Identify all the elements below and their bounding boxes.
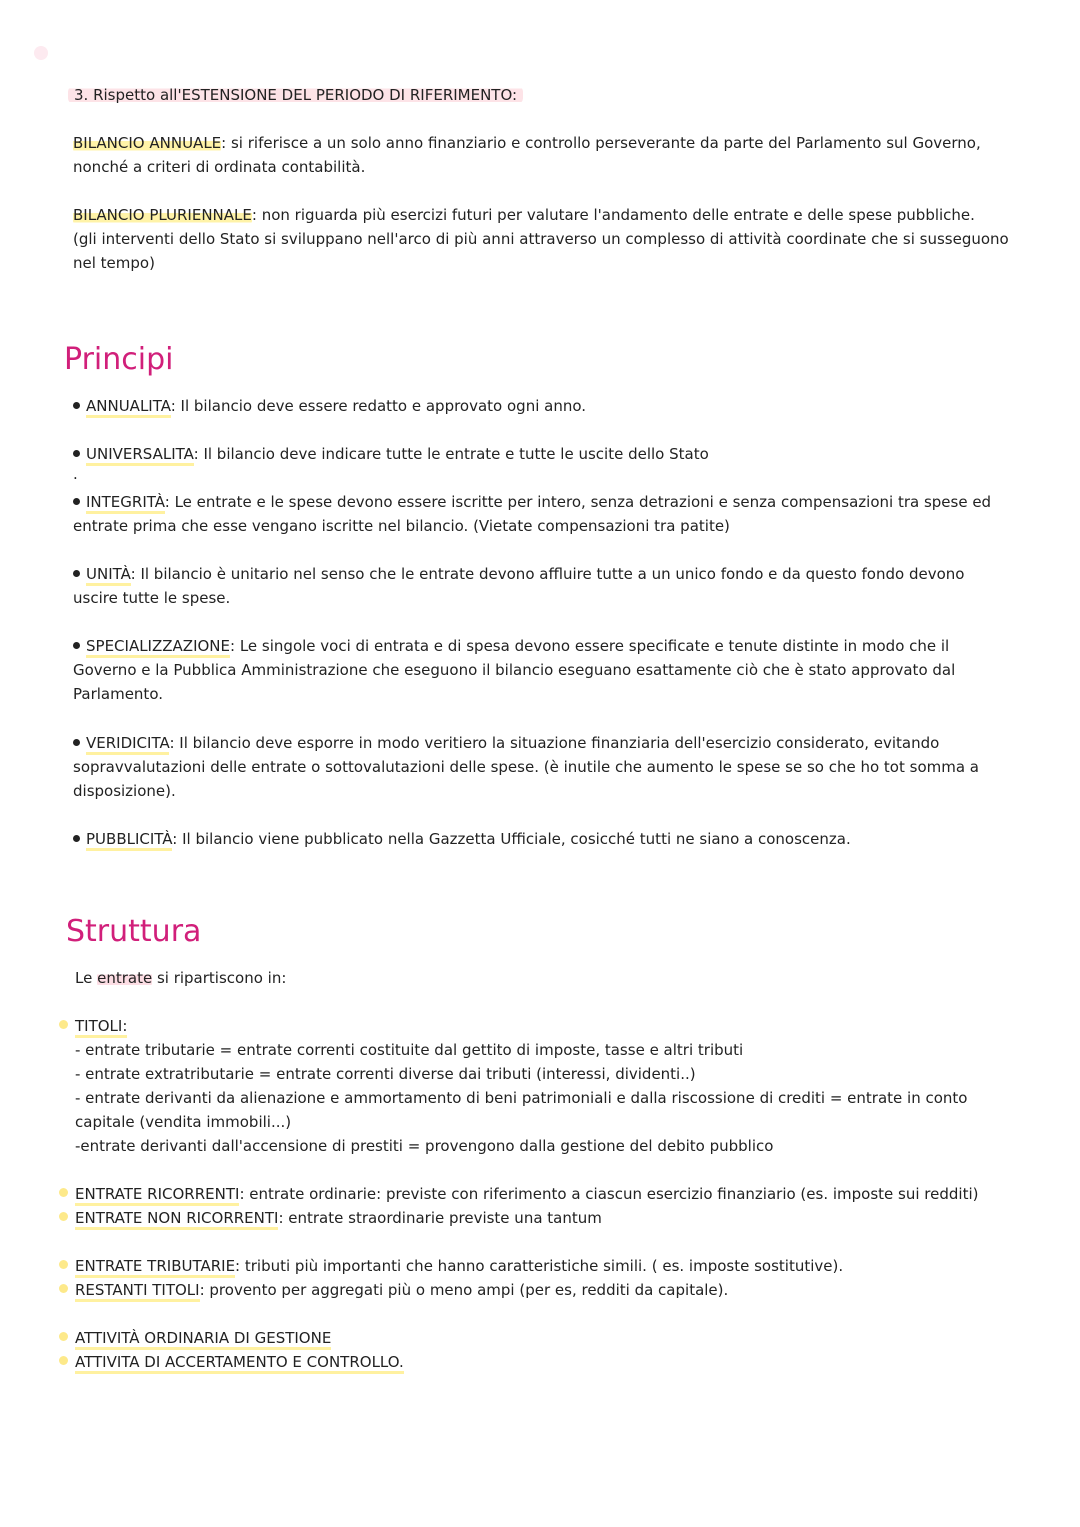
bullet-icon	[73, 402, 80, 409]
principio-universalita: UNIVERSALITA: Il bilancio deve indicare tutte le entrate e tutte le uscite dello Stato	[73, 442, 709, 466]
principio-unita: UNITÀ: Il bilancio è unitario nel senso che le entrate devono affluire tutte a un unico fondo e da questo fondo devono uscire tutte le spese.	[73, 565, 965, 607]
yellow-dot-icon	[59, 1356, 68, 1365]
titoli-line: - entrate tributarie = entrate correnti costituite dal gettito di imposte, tasse e altri tributi	[75, 1041, 744, 1059]
bilancio-annuale: BILANCIO ANNUALE: si riferisce a un solo anno finanziario e controllo perseverante da parte del Parlamento sul Governo, nonché a criteri di ordinata contabilità.	[73, 134, 981, 176]
struttura-intro: Le entrate si ripartiscono in:	[75, 969, 287, 987]
yellow-dot-icon	[59, 1260, 68, 1269]
bullet-icon	[73, 835, 80, 842]
titoli-line: - entrate extratributarie = entrate correnti diverse dai tributi (interessi, dividenti..)	[75, 1065, 696, 1083]
yellow-dot-icon	[59, 1188, 68, 1197]
bilancio-pluriennale-term: BILANCIO PLURIENNALE	[73, 206, 252, 224]
entrate-term: entrate	[97, 969, 153, 987]
principio-specializzazione: SPECIALIZZAZIONE: Le singole voci di entrata e di spesa devono essere specificate e tenute distinte in modo che il Governo e la Pubblica Amministrazione che eseguono il bilancio eseguano esattamente ciò che è stato approvato dal Parlamento.	[73, 637, 956, 703]
stray-dot: .	[73, 465, 78, 483]
section3-heading: 3. Rispetto all'ESTENSIONE DEL PERIODO DI RIFERIMENTO:	[68, 83, 523, 107]
principio-integrita: INTEGRITÀ: Le entrate e le spese devono essere iscritte per intero, senza detrazioni e senza compensazioni tra spese ed entrate prima che esse vengano iscritte nel bilancio. (Vietate compensazioni tra patite)	[73, 493, 992, 535]
bullet-icon	[73, 498, 80, 505]
attivita-accertamento: ATTIVITA DI ACCERTAMENTO E CONTROLLO.	[75, 1350, 404, 1374]
principio-veridicita: VERIDICITA: Il bilancio deve esporre in modo veritiero la situazione finanziaria dell'esercizio considerato, evitando sopravvalutazioni delle entrate o sottovalutazioni delle spese. (è inutile che aumento le spese se so che ho tot somma a disposizione).	[73, 734, 979, 800]
yellow-dot-icon	[59, 1332, 68, 1341]
bilancio-pluriennale: BILANCIO PLURIENNALE: non riguarda più esercizi futuri per valutare l'andamento delle entrate e delle spese pubbliche. (gli interventi dello Stato si sviluppano nell'arco di più anni attraverso un complesso di attività coordinate che si susseguono nel tempo)	[73, 206, 1009, 272]
titoli-line: -entrate derivanti dall'accensione di prestiti = provengono dalla gestione del debito pubblico	[75, 1137, 774, 1155]
entrate-non-ricorrenti: ENTRATE NON RICORRENTI: entrate straordinarie previste una tantum	[75, 1206, 602, 1230]
bullet-icon	[73, 642, 80, 649]
yellow-dot-icon	[59, 1020, 68, 1029]
principio-pubblicita: PUBBLICITÀ: Il bilancio viene pubblicato nella Gazzetta Ufficiale, cosicché tutti ne siano a conoscenza.	[73, 827, 851, 851]
struttura-title: Struttura	[66, 914, 202, 949]
titoli-line: - entrate derivanti da alienazione e ammortamento di beni patrimoniali e dalla riscossione di crediti = entrate in conto	[75, 1089, 968, 1107]
titoli-line: capitale (vendita immobili...)	[75, 1113, 292, 1131]
yellow-dot-icon	[59, 1284, 68, 1293]
bullet-icon	[73, 570, 80, 577]
yellow-dot-icon	[59, 1212, 68, 1221]
bullet-icon	[73, 739, 80, 746]
decorative-mark	[34, 46, 48, 60]
bilancio-pluriennale-note: (gli interventi dello Stato si sviluppano nell'arco di più anni attraverso un complesso di attività coordinate che si susseguono nel tempo)	[73, 230, 1009, 272]
bilancio-annuale-term: BILANCIO ANNUALE	[73, 134, 222, 152]
bullet-icon	[73, 450, 80, 457]
titoli-label: TITOLI:	[75, 1014, 127, 1038]
restanti-titoli: RESTANTI TITOLI: provento per aggregati più o meno ampi (per es, redditi da capitale).	[75, 1278, 728, 1302]
entrate-tributarie: ENTRATE TRIBUTARIE: tributi più importanti che hanno caratteristiche simili. ( es. imposte sostitutive).	[75, 1254, 843, 1278]
attivita-ordinaria: ATTIVITÀ ORDINARIA DI GESTIONE	[75, 1326, 331, 1350]
entrate-ricorrenti: ENTRATE RICORRENTI: entrate ordinarie: previste con riferimento a ciascun esercizio finanziario (es. imposte sui redditi)	[75, 1182, 978, 1206]
principi-title: Principi	[64, 342, 174, 377]
principio-annualita: ANNUALITA: Il bilancio deve essere redatto e approvato ogni anno.	[73, 394, 586, 418]
